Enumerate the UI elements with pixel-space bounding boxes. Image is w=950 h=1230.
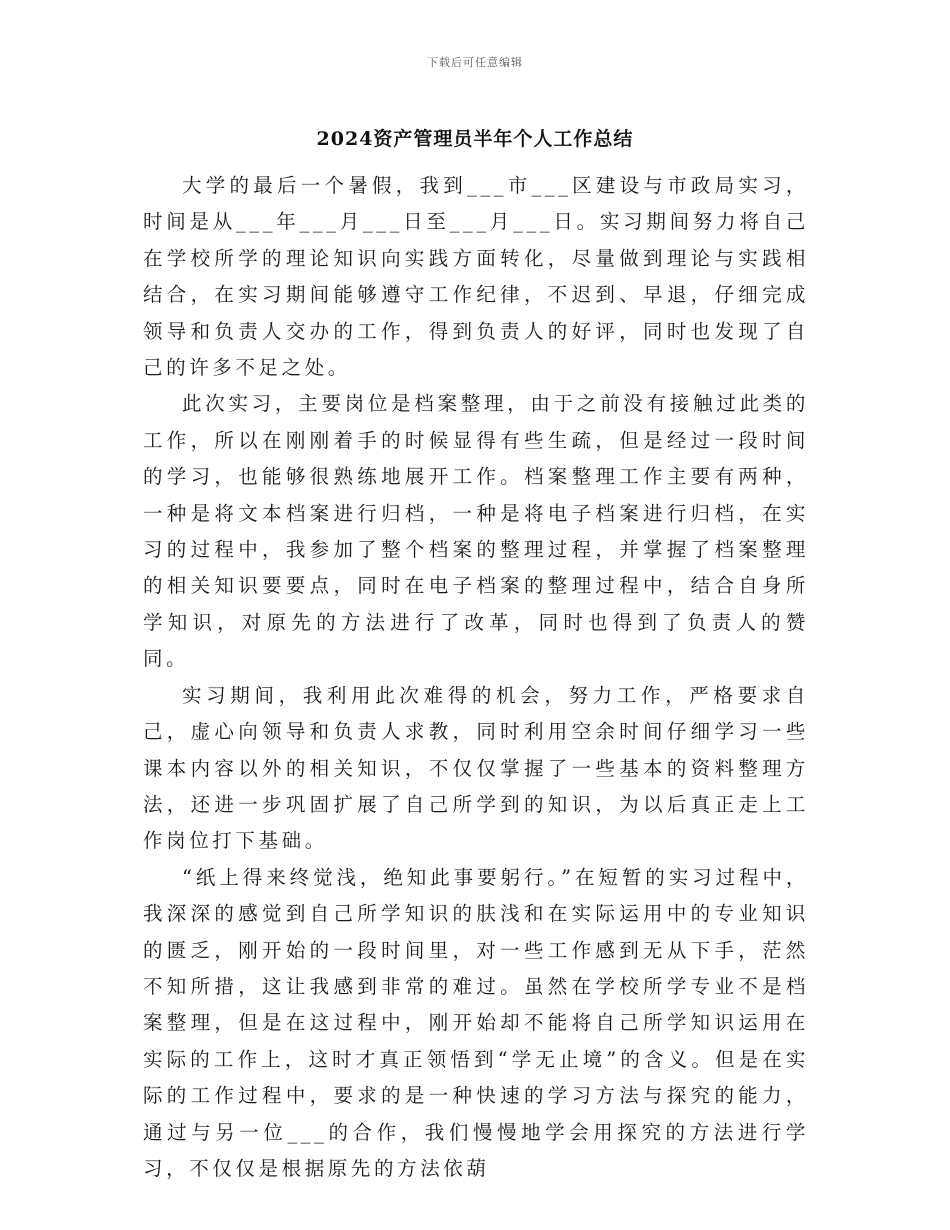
page-header-note: 下载后可任意编辑: [427, 56, 523, 69]
paragraph-2: 此次实习，主要岗位是档案整理，由于之前没有接触过此类的工作，所以在刚刚着手的时候显得有些生疏，但是经过一段时间的学习，也能够很熟练地展开工作。档案整理工作主要有两种，一种是将文本档案进行归档，一种是将电子档案进行归档，在实习的过程中，我参加了整个档案的整理过程，并掌握了档案整理的相关知识要要点，同时在电子档案的整理过程中，结合自身所学知识，对原先的方法进行了改革，同时也得到了负责人的赞同。: [143, 392, 809, 671]
document-body: [143, 168, 809, 1187]
paragraph-1: 大学的最后一个暑假，我到___市___区建设与市政局实习，时间是从___年___月___日至___月___日。实习期间努力将自己在学校所学的理论知识向实践方面转化，尽量做到理论与实践相结合，在实习期间能够遵守工作纪律，不迟到、早退，仔细完成领导和负责人交办的工作，得到负责人的好评，同时也发现了自己的许多不足之处。: [143, 174, 809, 380]
document-title: 2024资产管理员半年个人工作总结: [316, 128, 634, 150]
paragraph-3: 实习期间，我利用此次难得的机会，努力工作，严格要求自己，虚心向领导和负责人求教，同时利用空余时间仔细学习一些课本内容以外的相关知识，不仅仅掌握了一些基本的资料整理方法，还进一步巩固扩展了自己所学到的知识，为以后真正走上工作岗位打下基础。: [143, 683, 809, 853]
paragraph-4: “纸上得来终觉浅，绝知此事要躬行。”在短暂的实习过程中，我深深的感觉到自己所学知识的肤浅和在实际运用中的专业知识的匮乏，刚开始的一段时间里，对一些工作感到无从下手，茫然不知所措，这让我感到非常的难过。虽然在学校所学专业不是档案整理，但是在这过程中，刚开始却不能将自己所学知识运用在实际的工作上，这时才真正领悟到“学无止境”的含义。但是在实际的工作过程中，要求的是一种快速的学习方法与探究的能力，通过与另一位___的合作，我们慢慢地学会用探究的方法进行学习，不仅仅是根据原先的方法依葫: [143, 865, 809, 1180]
